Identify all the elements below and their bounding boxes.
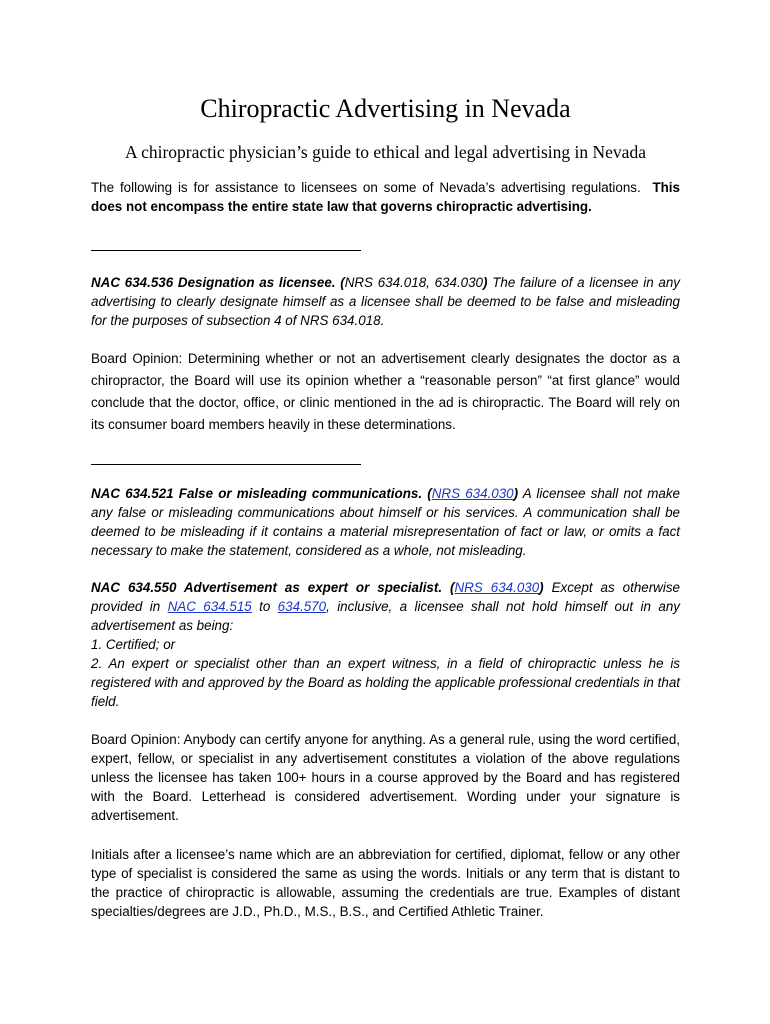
intro-paragraph [91, 178, 680, 216]
intro-text: The following is for assistance to licensees on some of Nevada’s advertising regulations. [91, 180, 641, 195]
ref-close-paren: ) [483, 275, 488, 290]
nrs-634-030-link[interactable]: NRS 634.030 [431, 486, 514, 501]
to-word: to [259, 599, 271, 614]
nrs-634-030-link[interactable]: NRS 634.030 [454, 580, 540, 595]
nac-634-550-paragraph [91, 578, 680, 711]
ref-open-paren: ( [450, 580, 455, 595]
initials-paragraph: Initials after a licensee’s name which are an abbreviation for certified, diplomat, fellow or any other type of specialist is considered the same as using the words. Initials or any term that is distant to the practice of chiropractic is allowable, assuming the credentials are true. Examples of distant specialties/degrees are J.D., Ph.D., M.S., B.S., and Certified Athletic Trainer. [91, 847, 680, 919]
nac-634-550-body-a: Except as otherwise provided in [91, 580, 680, 614]
nac-634-536-heading: NAC 634.536 Designation as licensee. [91, 275, 336, 290]
ref-open-paren: ( [427, 486, 432, 501]
nac-634-536-reference: NRS 634.018, 634.030 [344, 275, 484, 290]
intro-bold-text: This does not encompass the entire state law that governs chiropractic advertising. [91, 180, 680, 214]
board-opinion-designation: Board Opinion: Determining whether or not an advertisement clearly designates the doctor as a chiropractor, the Board will use its opinion whether a “reasonable person” “at first glance” would conclude that the doctor, office, or clinic mentioned in the ad is chiropractic. The Board will rely on its consumer board members heavily in these determinations. [91, 351, 680, 432]
nac-634-536-paragraph [91, 273, 680, 330]
nac-634-550-heading: NAC 634.550 Advertisement as expert or specialist. [91, 580, 443, 595]
nac-634-570-link[interactable]: 634.570 [277, 599, 327, 614]
ref-open-paren: ( [340, 275, 345, 290]
list-item-expert: 2. An expert or specialist other than an expert witness, in a field of chiropractic unless he is registered with and approved by the Board as holding the applicable professional credentials in that field. [91, 656, 680, 709]
document-subtitle: A chiropractic physician’s guide to ethical and legal advertising in Nevada [125, 142, 646, 162]
nac-634-521-body: A licensee shall not make any false or misleading communications about himself or his services. A communication shall be deemed to be misleading if it contains a material misrepresentation of fact or law, or omits a fact necessary to make the statement, considered as a whole, not misleading. [91, 486, 680, 558]
nac-634-521-paragraph [91, 484, 680, 560]
list-item-certified: 1. Certified; or [91, 637, 176, 652]
ref-close-paren: ) [513, 486, 519, 501]
board-opinion-certification: Board Opinion: Anybody can certify anyone for anything. As a general rule, using the word certified, expert, fellow, or specialist in any advertisement constitutes a violation of the above regulations unless the licensee has taken 100+ hours in a course approved by the Board and has registered with the Board. Letterhead is considered advertisement. Wording under your signature is advertisement. [91, 732, 680, 823]
nac-634-521-heading: NAC 634.521 False or misleading communications. [91, 486, 423, 501]
document-title: Chiropractic Advertising in Nevada [200, 94, 571, 123]
section-divider [91, 250, 361, 251]
nac-634-515-link[interactable]: NAC 634.515 [167, 599, 252, 614]
ref-close-paren: ) [539, 580, 544, 595]
section-divider [91, 464, 361, 465]
nac-634-536-body: The failure of a licensee in any advertising to clearly designate himself as a licensee shall be deemed to be false and misleading for the purposes of subsection 4 of NRS 634.018. [91, 275, 680, 328]
nac-634-550-body-b: , inclusive, a licensee shall not hold himself out in any advertisement as being: [91, 599, 680, 633]
